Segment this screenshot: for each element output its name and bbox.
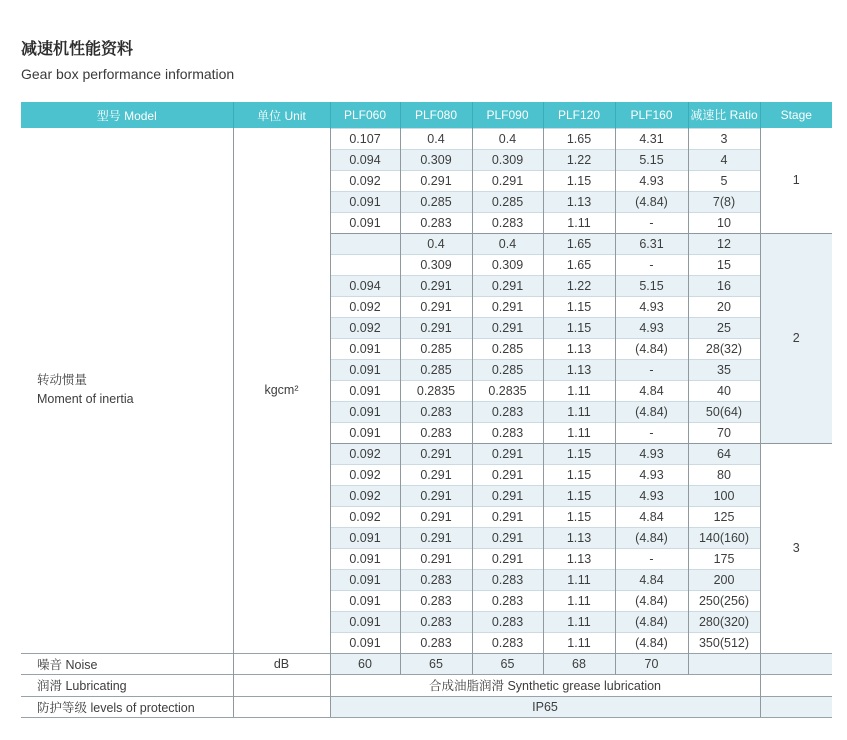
table-cell: 28(32)	[688, 338, 760, 359]
table-cell: 100	[688, 485, 760, 506]
protection-unit-empty	[233, 696, 330, 717]
table-cell: (4.84)	[615, 191, 688, 212]
lubricating-unit-empty	[233, 674, 330, 696]
table-cell: 0.291	[400, 548, 472, 569]
lubricating-value: 合成油脂润滑 Synthetic grease lubrication	[330, 674, 760, 696]
table-cell: 0.283	[472, 590, 543, 611]
table-cell: 0.091	[330, 548, 400, 569]
table-cell: (4.84)	[615, 590, 688, 611]
table-row	[21, 128, 832, 149]
header-plf090: PLF090	[472, 102, 543, 128]
table-cell: 0.291	[400, 443, 472, 464]
header-ratio: 减速比 Ratio	[688, 102, 760, 128]
table-cell: 0.094	[330, 149, 400, 170]
table-cell: 0.2835	[400, 380, 472, 401]
table-cell: 1.15	[543, 506, 615, 527]
table-cell: 70	[688, 422, 760, 443]
table-cell: 12	[688, 233, 760, 254]
table-cell: 0.092	[330, 443, 400, 464]
table-cell: 0.291	[400, 464, 472, 485]
table-cell: 0.291	[400, 506, 472, 527]
table-cell: (4.84)	[615, 611, 688, 632]
page-title-en: Gear box performance information	[21, 66, 235, 82]
table-cell: 0.291	[400, 296, 472, 317]
table-cell: 200	[688, 569, 760, 590]
table-cell: 0.291	[472, 506, 543, 527]
table-cell	[330, 233, 400, 254]
table-cell: 0.283	[472, 212, 543, 233]
table-cell: 1.11	[543, 611, 615, 632]
table-cell: 0.091	[330, 611, 400, 632]
table-cell: 0.091	[330, 527, 400, 548]
table-cell: 0.285	[472, 338, 543, 359]
table-cell: 0.091	[330, 212, 400, 233]
table-cell: 0.091	[330, 401, 400, 422]
table-cell: 1.15	[543, 485, 615, 506]
table-cell: 15	[688, 254, 760, 275]
table-cell: 0.4	[400, 233, 472, 254]
table-cell: 1.22	[543, 149, 615, 170]
table-cell: 0.4	[400, 128, 472, 149]
table-cell: 1.13	[543, 527, 615, 548]
table-cell: 0.291	[400, 317, 472, 338]
table-cell: 0.309	[400, 149, 472, 170]
table-cell: -	[615, 212, 688, 233]
table-cell: 0.092	[330, 317, 400, 338]
table-cell: 0.283	[400, 569, 472, 590]
table-cell: 0.291	[400, 485, 472, 506]
table-cell: 0.285	[472, 359, 543, 380]
table-cell: -	[615, 548, 688, 569]
lubricating-row	[21, 674, 832, 696]
table-cell: 0.283	[400, 422, 472, 443]
table-cell: (4.84)	[615, 632, 688, 653]
table-cell: 1.11	[543, 401, 615, 422]
table-cell: 0.092	[330, 464, 400, 485]
table-cell: 0.091	[330, 359, 400, 380]
table-cell: 0.2835	[472, 380, 543, 401]
table-cell: 0.092	[330, 485, 400, 506]
table-cell: 1.11	[543, 380, 615, 401]
table-cell: 140(160)	[688, 527, 760, 548]
table-cell: 280(320)	[688, 611, 760, 632]
table-cell: 0.092	[330, 170, 400, 191]
table-cell: 20	[688, 296, 760, 317]
noise-value-plf120: 68	[543, 653, 615, 674]
table-cell: 80	[688, 464, 760, 485]
table-cell: 0.092	[330, 506, 400, 527]
table-cell: 7(8)	[688, 191, 760, 212]
table-cell: 1.13	[543, 338, 615, 359]
table-cell: 1.65	[543, 254, 615, 275]
table-cell: 0.283	[472, 632, 543, 653]
table-cell: 5.15	[615, 275, 688, 296]
protection-stage-empty	[760, 696, 832, 717]
lubricating-label: 润滑 Lubricating	[21, 674, 233, 696]
table-cell: 0.291	[472, 548, 543, 569]
noise-value-plf060: 60	[330, 653, 400, 674]
table-cell: 0.091	[330, 422, 400, 443]
header-unit: 单位 Unit	[233, 102, 330, 128]
table-cell: 4.84	[615, 569, 688, 590]
table-cell: -	[615, 359, 688, 380]
table-cell: 0.285	[472, 191, 543, 212]
table-cell: 250(256)	[688, 590, 760, 611]
table-cell: 0.309	[400, 254, 472, 275]
table-cell: 1.15	[543, 443, 615, 464]
table-cell: 0.091	[330, 590, 400, 611]
table-cell: 0.283	[472, 422, 543, 443]
header-plf160: PLF160	[615, 102, 688, 128]
table-cell: -	[615, 254, 688, 275]
noise-value-ratio-empty	[688, 653, 760, 674]
table-cell	[330, 254, 400, 275]
table-cell: 0.283	[472, 401, 543, 422]
table-cell: 350(512)	[688, 632, 760, 653]
table-cell: 0.107	[330, 128, 400, 149]
table-cell: (4.84)	[615, 527, 688, 548]
table-cell: 1.15	[543, 464, 615, 485]
table-cell: 1.11	[543, 569, 615, 590]
table-cell: 0.291	[472, 170, 543, 191]
header-plf080: PLF080	[400, 102, 472, 128]
table-cell: 0.291	[472, 464, 543, 485]
table-cell: 1.15	[543, 296, 615, 317]
table-cell: 0.091	[330, 338, 400, 359]
table-cell: 0.291	[400, 275, 472, 296]
table-cell: 0.291	[472, 527, 543, 548]
table-cell: 4.93	[615, 464, 688, 485]
table-cell: 0.283	[400, 632, 472, 653]
table-cell: 0.092	[330, 296, 400, 317]
table-cell: 1.22	[543, 275, 615, 296]
table-cell: 64	[688, 443, 760, 464]
header-row	[21, 102, 832, 128]
performance-table	[21, 102, 832, 718]
table-cell: 40	[688, 380, 760, 401]
table-cell: 5	[688, 170, 760, 191]
table-cell: 0.091	[330, 632, 400, 653]
table-cell: 1.65	[543, 128, 615, 149]
row-label-moment-of-inertia	[21, 128, 233, 653]
noise-value-plf080: 65	[400, 653, 472, 674]
table-cell: -	[615, 422, 688, 443]
table-cell: 175	[688, 548, 760, 569]
table-cell: 0.283	[472, 569, 543, 590]
table-cell: 1.11	[543, 212, 615, 233]
table-cell: 1.15	[543, 170, 615, 191]
table-cell: 0.091	[330, 569, 400, 590]
unit-value: kgcm²	[233, 128, 330, 653]
noise-value-stage-empty	[760, 653, 832, 674]
header-model: 型号 Model	[21, 102, 233, 128]
table-cell: 1.15	[543, 317, 615, 338]
table-cell: 50(64)	[688, 401, 760, 422]
table-cell: 0.309	[472, 149, 543, 170]
header-plf120: PLF120	[543, 102, 615, 128]
row-label-en: Moment of inertia	[37, 392, 134, 407]
table-cell: 3	[688, 128, 760, 149]
table-cell: 0.283	[400, 401, 472, 422]
table-cell: 4.93	[615, 170, 688, 191]
table-cell: 0.4	[472, 233, 543, 254]
table-cell: 1.13	[543, 191, 615, 212]
table-cell: 0.285	[400, 338, 472, 359]
table-cell: 0.091	[330, 380, 400, 401]
table-cell: 0.283	[400, 611, 472, 632]
table-cell: 0.291	[400, 527, 472, 548]
table-cell: 4	[688, 149, 760, 170]
table-cell: 1.13	[543, 359, 615, 380]
table-cell: 0.291	[472, 296, 543, 317]
table-cell: 5.15	[615, 149, 688, 170]
noise-unit: dB	[233, 653, 330, 674]
table-cell: 0.283	[472, 611, 543, 632]
stage-cell: 1	[760, 128, 832, 233]
table-cell: 1.11	[543, 632, 615, 653]
table-cell: 0.091	[330, 191, 400, 212]
stage-cell: 2	[760, 233, 832, 443]
noise-value-plf160: 70	[615, 653, 688, 674]
table-cell: 4.84	[615, 506, 688, 527]
noise-label: 噪音 Noise	[21, 653, 233, 674]
table-cell: 4.93	[615, 485, 688, 506]
table-cell: 0.094	[330, 275, 400, 296]
page-title-zh: 减速机性能资料	[21, 41, 134, 58]
table-cell: 0.291	[472, 443, 543, 464]
stage-cell: 3	[760, 443, 832, 653]
protection-row	[21, 696, 832, 717]
table-cell: 1.13	[543, 548, 615, 569]
header-plf060: PLF060	[330, 102, 400, 128]
table-cell: 6.31	[615, 233, 688, 254]
table-cell: (4.84)	[615, 401, 688, 422]
table-cell: 16	[688, 275, 760, 296]
table-cell: 4.93	[615, 317, 688, 338]
header-stage: Stage	[760, 102, 832, 128]
table-cell: 25	[688, 317, 760, 338]
lubricating-stage-empty	[760, 674, 832, 696]
table-cell: (4.84)	[615, 338, 688, 359]
table-cell: 10	[688, 212, 760, 233]
table-cell: 4.84	[615, 380, 688, 401]
table-cell: 4.31	[615, 128, 688, 149]
table-cell: 125	[688, 506, 760, 527]
table-cell: 0.285	[400, 359, 472, 380]
protection-value: IP65	[330, 696, 760, 717]
table-cell: 0.291	[400, 170, 472, 191]
row-label-zh: 转动惯量	[37, 372, 88, 387]
table-cell: 0.291	[472, 485, 543, 506]
noise-value-plf090: 65	[472, 653, 543, 674]
table-cell: 0.309	[472, 254, 543, 275]
table-cell: 4.93	[615, 443, 688, 464]
table-cell: 0.4	[472, 128, 543, 149]
table-cell: 0.291	[472, 275, 543, 296]
table-cell: 0.285	[400, 191, 472, 212]
table-cell: 4.93	[615, 296, 688, 317]
table-cell: 0.283	[400, 212, 472, 233]
table-cell: 35	[688, 359, 760, 380]
table-cell: 1.11	[543, 590, 615, 611]
table-cell: 1.65	[543, 233, 615, 254]
noise-row	[21, 653, 832, 674]
table-cell: 0.283	[400, 590, 472, 611]
table-cell: 1.11	[543, 422, 615, 443]
table-cell: 0.291	[472, 317, 543, 338]
protection-label: 防护等级 levels of protection	[21, 696, 233, 717]
